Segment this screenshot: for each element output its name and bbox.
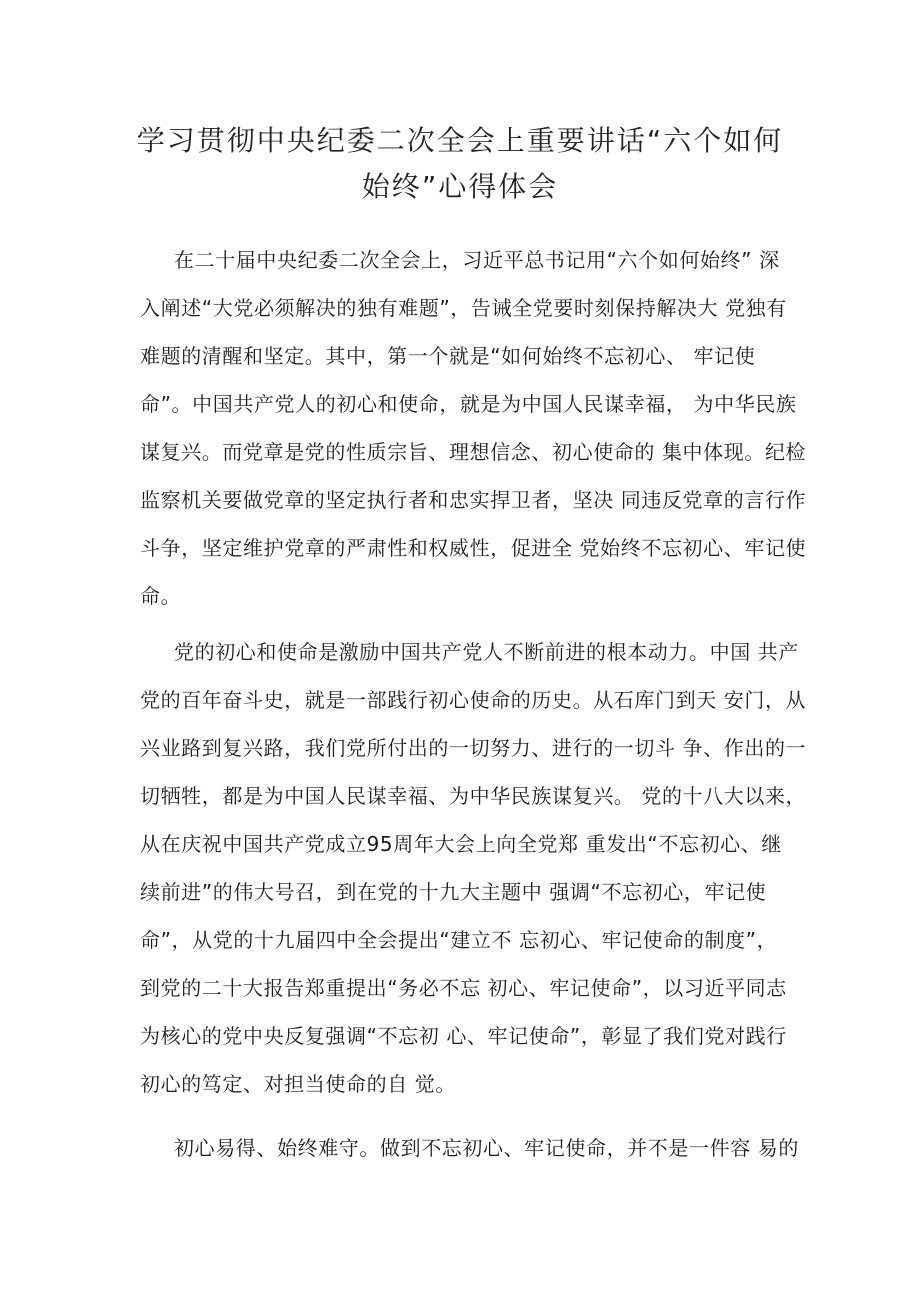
text-line: 党的百年奋斗史，就是一部践行初心使命的历史。从石库门到天 安门，从 [140,688,807,712]
text-line: 命”，从党的十九届四中全会提出“建立不 忘初心、牢记使命的制度”， [140,928,778,952]
text-line: 到党的二十大报告郑重提出“务必不忘 初心、牢记使命”，以习近平同志 [140,976,787,1000]
text-line: 难题的清醒和坚定。其中，第一个就是“如何始终不忘初心、 牢记使 [140,344,756,368]
text-line: 斗争，坚定维护党章的严肃性和权威性，促进全 党始终不忘初心、牢记使 [140,536,807,560]
text-line: 监察机关要做党章的坚定执行者和忠实捍卫者，坚决 同违反党章的言行作 [140,488,807,512]
text-line: 在二十届中央纪委二次全会上，习近平总书记用“六个如何始终” 深 [174,248,780,272]
text-line: 初心易得、始终难守。做到不忘初心、牢记使命，并不是一件容 易的 [174,1136,799,1160]
text-line: 为核心的党中央反复强调“不忘初 心、牢记使命”，彰显了我们党对践行 [140,1024,787,1048]
text-line: 命”。中国共产党人的初心和使命，就是为中国人民谋幸福， 为中华民族 [140,392,797,416]
text-line: 切牺牲，都是为中国人民谋幸福、为中华民族谋复兴。 党的十八大以来， [140,784,807,808]
text-line: 入阐述“大党必须解决的独有难题”，告诫全党要时刻保持解决大 党独有 [140,296,787,320]
title-line-2: 始终”心得体会 [361,170,559,203]
text-line: 谋复兴。而党章是党的性质宗旨、理想信念、初心使命的 集中体现。纪检 [140,440,807,464]
title-line-1: 学习贯彻中央纪委二次全会上重要讲话“六个如何 [136,124,784,157]
text-line: 命。 [140,584,182,608]
text-line: 从在庆祝中国共产党成立95周年大会上向全党郑 重发出“不忘初心、继 [140,832,782,856]
document-title [120,118,800,210]
text-line: 党的初心和使命是激励中国共产党人不断前进的根本动力。中国 共产 [174,640,799,664]
text-line: 续前进”的伟大号召，到在党的十九大主题中 强调“不忘初心，牢记使 [140,880,767,904]
text-line: 初心的笃定、对担当使命的自 觉。 [140,1072,456,1096]
text-line: 兴业路到复兴路，我们党所付出的一切努力、进行的一切斗 争、作出的一 [140,736,807,760]
